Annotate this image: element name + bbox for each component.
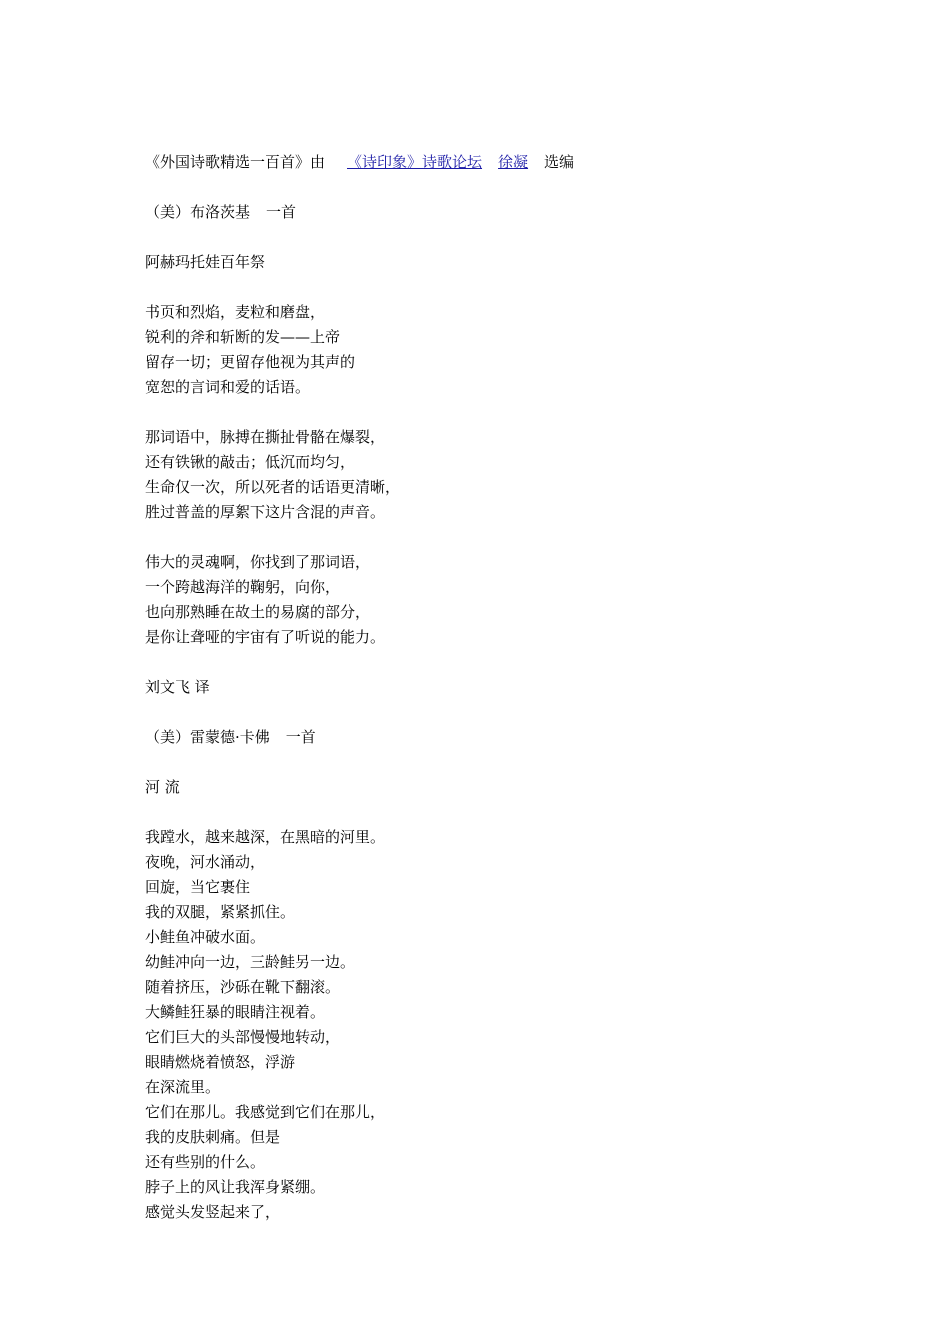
poem2-author: （美）雷蒙德·卡佛 (145, 728, 270, 746)
poem1-author-line (145, 200, 905, 225)
editor-link[interactable]: 徐凝 (498, 153, 529, 171)
poem2-count: 一首 (285, 728, 316, 746)
poem1-stanza-1 (145, 300, 905, 400)
poem-line: 还有些别的什么。 (145, 1153, 266, 1171)
poem-line: 伟大的灵魂啊，你找到了那词语， (145, 553, 371, 571)
poem-line: 是你让聋哑的宇宙有了听说的能力。 (145, 628, 386, 646)
poem2-title: 河 流 (145, 778, 180, 796)
poem-line: 锐利的斧和斩断的发——上帝 (145, 328, 341, 346)
poem1-title: 阿赫玛托娃百年祭 (145, 253, 266, 271)
poem-line: 也向那熟睡在故土的易腐的部分， (145, 603, 371, 621)
poem-line: 它们巨大的头部慢慢地转动， (145, 1028, 341, 1046)
poem-line: 大鳞鲑狂暴的眼睛注视着。 (145, 1003, 326, 1021)
header-suffix: 选编 (544, 153, 575, 171)
poem-line: 书页和烈焰，麦粒和磨盘， (145, 303, 326, 321)
collection-header (145, 150, 905, 175)
poem-line: 我的双腿，紧紧抓住。 (145, 903, 296, 921)
poem2-author-line (145, 725, 905, 750)
poem-line: 胜过普盖的厚絮下这片含混的声音。 (145, 503, 386, 521)
poem-line: 小鲑鱼冲破水面。 (145, 928, 266, 946)
document-body (145, 150, 905, 1225)
poem-line: 随着挤压，沙砾在靴下翻滚。 (145, 978, 341, 996)
poem-line: 我蹚水，越来越深，在黑暗的河里。 (145, 828, 386, 846)
poem-line: 在深流里。 (145, 1078, 221, 1096)
poem1-count: 一首 (266, 203, 297, 221)
poem-line: 生命仅一次，所以死者的话语更清晰， (145, 478, 401, 496)
forum-link[interactable]: 《诗印象》诗歌论坛 (347, 153, 483, 171)
poem-line: 那词语中，脉搏在撕扯骨骼在爆裂， (145, 428, 386, 446)
poem-line: 眼睛燃烧着愤怒，浮游 (145, 1053, 296, 1071)
poem-line: 回旋，当它裹住 (145, 878, 251, 896)
poem-line: 宽恕的言词和爱的话语。 (145, 378, 311, 396)
poem-line: 还有铁锹的敲击；低沉而均匀， (145, 453, 356, 471)
poem-line: 脖子上的风让我浑身紧绷。 (145, 1178, 326, 1196)
poem-line: 一个跨越海洋的鞠躬，向你， (145, 578, 341, 596)
poem1-author: （美）布洛茨基 (145, 203, 251, 221)
header-prefix: 《外国诗歌精选一百首》由 (145, 153, 326, 171)
poem1-stanza-3 (145, 550, 905, 650)
poem-line: 留存一切；更留存他视为其声的 (145, 353, 356, 371)
poem-line: 幼鲑冲向一边，三龄鲑另一边。 (145, 953, 356, 971)
poem-line: 夜晚，河水涌动， (145, 853, 266, 871)
poem2-body (145, 825, 905, 1225)
poem1-translator: 刘文飞 译 (145, 678, 210, 696)
poem-line: 我的皮肤刺痛。但是 (145, 1128, 281, 1146)
poem1-stanza-2 (145, 425, 905, 525)
poem-line: 感觉头发竖起来了， (145, 1203, 281, 1221)
poem-line: 它们在那儿。我感觉到它们在那儿， (145, 1103, 386, 1121)
